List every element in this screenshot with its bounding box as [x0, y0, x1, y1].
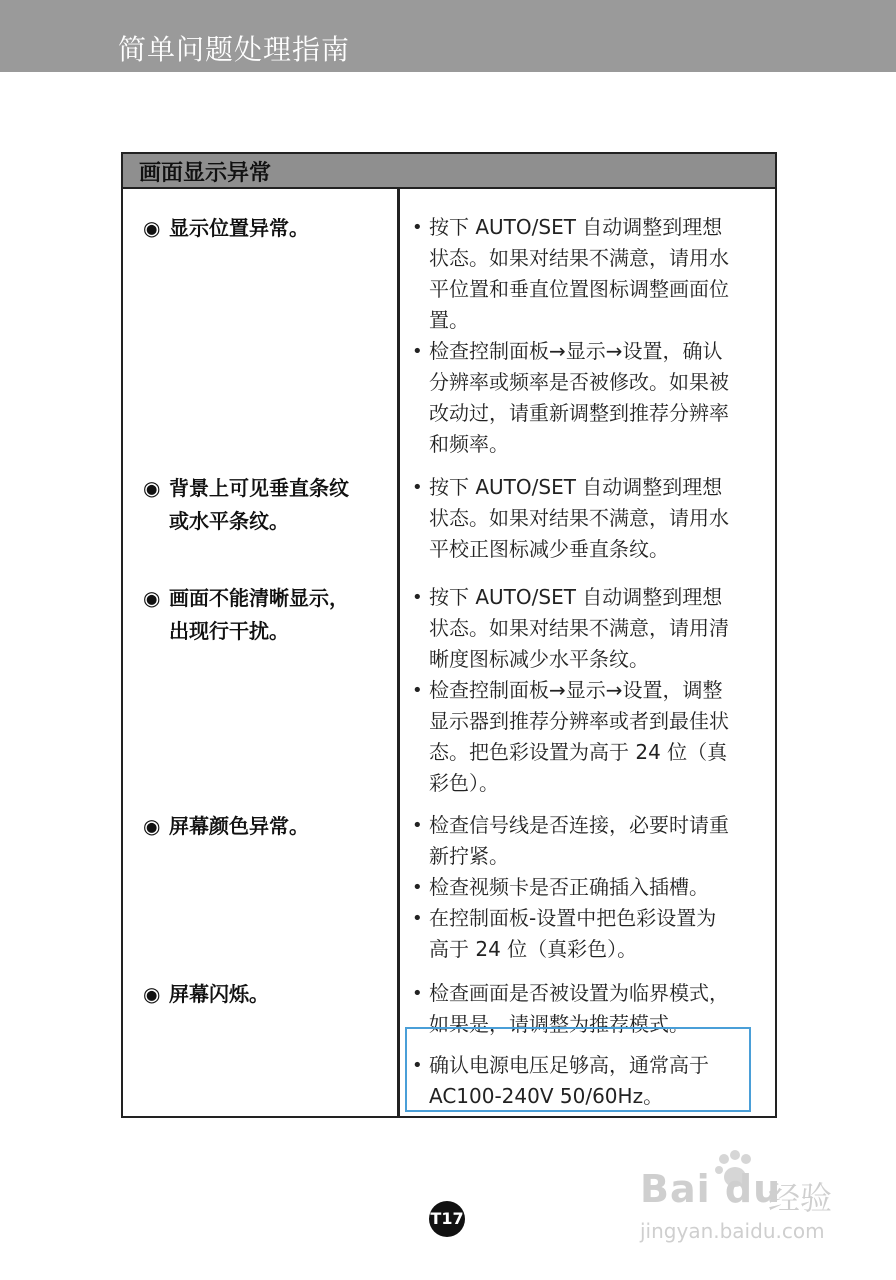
solution-line: 置。 — [429, 308, 469, 332]
watermark-url: jingyan.baidu.com — [640, 1219, 825, 1243]
bullet-dot-icon: • — [412, 815, 423, 836]
solution-block — [412, 810, 762, 965]
bullet-dot-icon: • — [412, 1055, 423, 1076]
problem-item — [143, 212, 383, 245]
bullet-dot-icon: • — [412, 587, 423, 608]
troubleshooting-table — [121, 152, 777, 1118]
problem-item — [143, 472, 383, 538]
problem-line: 或水平条纹。 — [169, 509, 289, 533]
solution-line: 确认电源电压足够高，通常高于 — [429, 1053, 709, 1077]
baidu-watermark — [640, 1145, 850, 1255]
solution-block — [412, 472, 762, 565]
radio-bullet-icon: ◉ — [143, 982, 161, 1006]
bullet-dot-icon: • — [412, 680, 423, 701]
header-bar — [0, 0, 896, 72]
table-heading-bar — [123, 154, 775, 189]
problem-item — [143, 582, 383, 648]
page-number-badge: T17 — [429, 1201, 465, 1237]
page-title: 简单问题处理指南 — [118, 33, 351, 66]
solution-line: 如果是，请调整为推荐模式。 — [429, 1012, 689, 1036]
solution-item — [412, 336, 762, 460]
problem-line: 显示位置异常。 — [169, 216, 309, 240]
solution-line: AC100-240V 50/60Hz。 — [429, 1084, 664, 1108]
solution-item — [412, 212, 762, 336]
solution-line: 分辨率或频率是否被修改。如果被 — [429, 370, 729, 394]
watermark-brand: 经验 — [768, 1179, 833, 1217]
solution-line: 检查控制面板→显示→设置，确认 — [429, 339, 723, 363]
bullet-dot-icon: • — [412, 341, 423, 362]
solution-item — [412, 675, 762, 799]
solution-line: 在控制面板-设置中把色彩设置为 — [429, 906, 717, 930]
highlight-annotation-box — [405, 1027, 751, 1112]
problem-line: 背景上可见垂直条纹 — [169, 476, 349, 500]
radio-bullet-icon: ◉ — [143, 216, 161, 240]
solution-line: 平校正图标减少垂直条纹。 — [429, 537, 669, 561]
solution-line: 和频率。 — [429, 432, 509, 456]
solution-line: 态。把色彩设置为高于 24 位（真 — [429, 740, 728, 764]
problem-line: 出现行干扰。 — [169, 619, 289, 643]
problem-item — [143, 978, 383, 1011]
solution-line: 检查信号线是否连接，必要时请重 — [429, 813, 729, 837]
solution-item — [412, 872, 762, 903]
solution-item — [412, 903, 762, 965]
solution-line: 高于 24 位（真彩色）。 — [429, 937, 638, 961]
bullet-dot-icon: • — [412, 877, 423, 898]
solution-line: 新拧紧。 — [429, 844, 509, 868]
radio-bullet-icon: ◉ — [143, 814, 161, 838]
problem-line: 画面不能清晰显示， — [169, 586, 349, 610]
radio-bullet-icon: ◉ — [143, 476, 161, 500]
bullet-dot-icon: • — [412, 983, 423, 1004]
solution-line: 状态。如果对结果不满意，请用清 — [429, 616, 729, 640]
table-heading: 画面显示异常 — [139, 161, 272, 186]
solution-line: 按下 AUTO/SET 自动调整到理想 — [429, 215, 723, 239]
problem-item — [143, 810, 383, 843]
solution-item — [412, 582, 762, 675]
solution-block — [412, 582, 762, 799]
solution-line: 显示器到推荐分辨率或者到最佳状 — [429, 709, 729, 733]
bullet-dot-icon: • — [412, 477, 423, 498]
bullet-dot-icon: • — [412, 217, 423, 238]
solution-line: 按下 AUTO/SET 自动调整到理想 — [429, 475, 723, 499]
solution-line: 状态。如果对结果不满意，请用水 — [429, 506, 729, 530]
solution-line: 改动过，请重新调整到推荐分辨率 — [429, 401, 729, 425]
solution-line: 按下 AUTO/SET 自动调整到理想 — [429, 585, 723, 609]
radio-bullet-icon: ◉ — [143, 586, 161, 610]
solution-line: 状态。如果对结果不满意，请用水 — [429, 246, 729, 270]
solution-line: 平位置和垂直位置图标调整画面位 — [429, 277, 729, 301]
solution-item — [412, 810, 762, 872]
solution-item — [412, 472, 762, 565]
solution-block — [412, 212, 762, 460]
problem-line: 屏幕闪烁。 — [169, 982, 269, 1006]
solution-line: 检查画面是否被设置为临界模式， — [429, 981, 729, 1005]
column-divider — [397, 189, 400, 1116]
solution-line: 检查控制面板→显示→设置，调整 — [429, 678, 723, 702]
problem-line: 屏幕颜色异常。 — [169, 814, 309, 838]
bullet-dot-icon: • — [412, 908, 423, 929]
solution-line: 检查视频卡是否正确插入插槽。 — [429, 875, 709, 899]
solution-line: 晰度图标减少水平条纹。 — [429, 647, 649, 671]
solution-line: 彩色）。 — [429, 771, 499, 795]
watermark-logo: Bai du — [640, 1167, 782, 1211]
